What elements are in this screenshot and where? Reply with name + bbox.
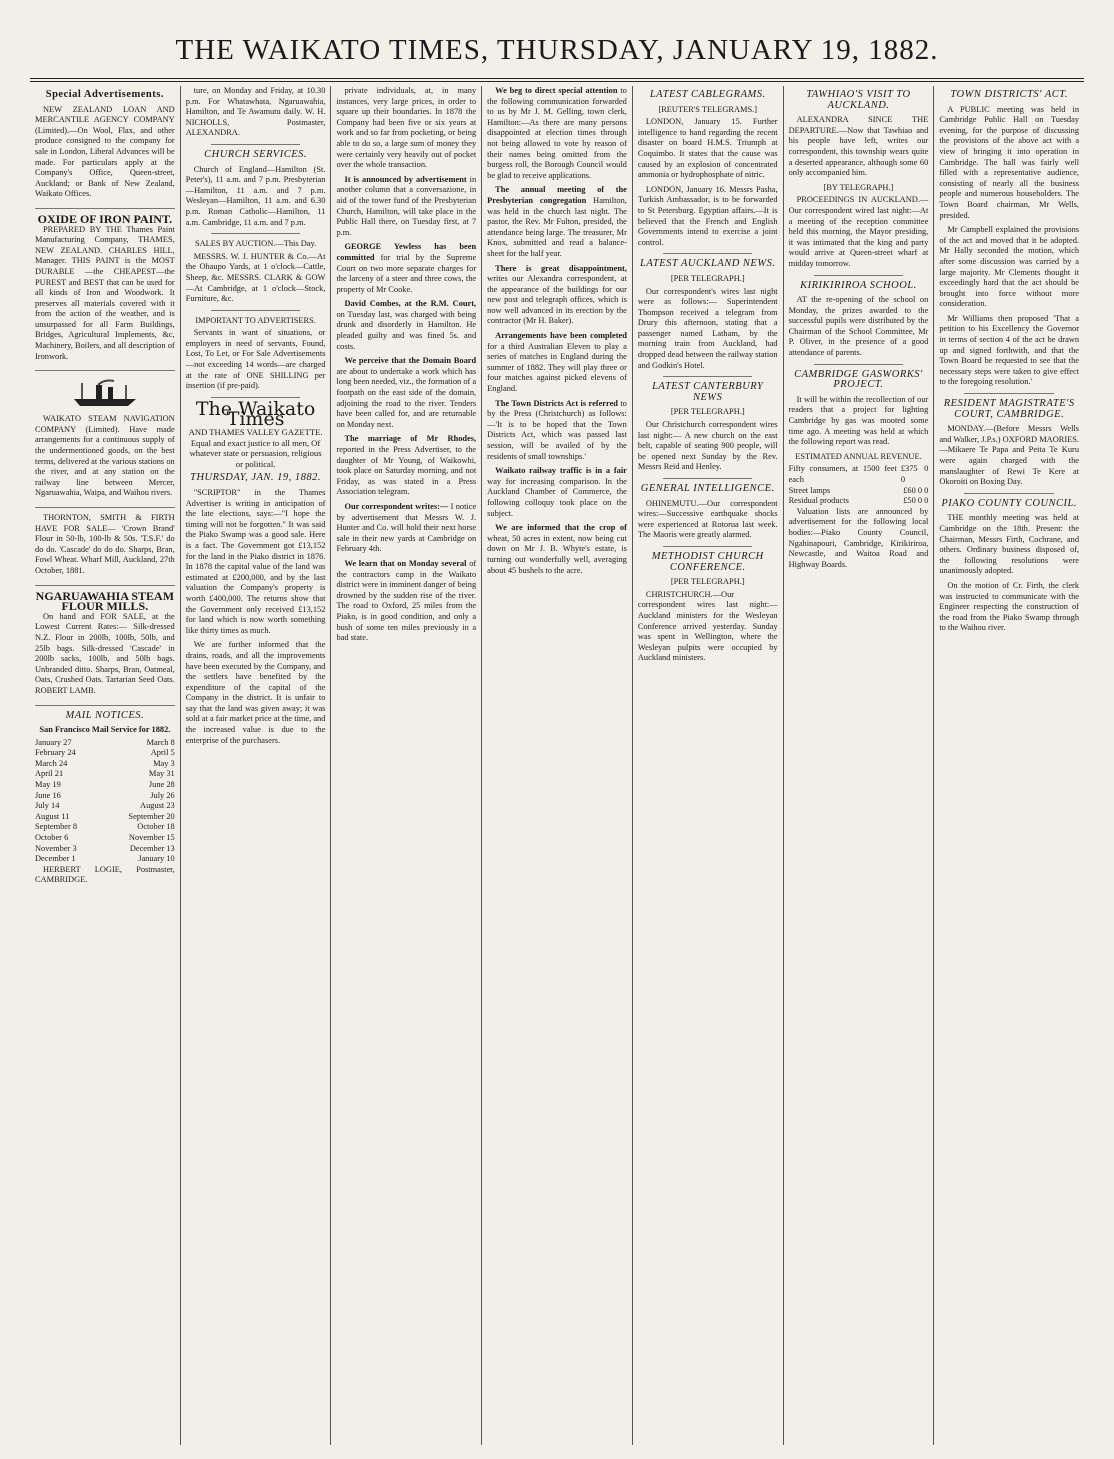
- gasworks-heading: CAMBRIDGE GASWORKS' PROJECT.: [794, 368, 923, 391]
- table-row: April 21 May 31: [35, 769, 175, 779]
- canterbury-news-heading: LATEST CANTERBURY NEWS: [652, 381, 764, 403]
- divider: [964, 393, 1053, 394]
- dateline: THURSDAY, JAN. 19, 1882.: [190, 472, 322, 484]
- general-intelligence-heading: GENERAL INTELLIGENCE.: [640, 483, 775, 494]
- revenue-table: [789, 464, 929, 506]
- divider: [211, 233, 300, 234]
- article-paragraph: THE monthly meeting was held at Cambridge on the 18th. Present: the Chairman, Messrs Firth, Cochrane, and others. Ordinary business disposed of, the following resolutions were unanimously adopted.: [939, 513, 1080, 576]
- church-services-text: Church of England—Hamilton (St. Peter's), 11 a.m. and 7 p.m. Presbyterian—Hamilton, 11 a.m. and 7 p.m. Wesleyan—Hamilton, 11 a.m. and 6.30 p.m. Roman Catholic—Hamilton, 11 a.m. Cambridge, 11 a.m. and 7 p.m.: [185, 164, 326, 227]
- article-paragraph: AT the re-opening of the school on Monday, the prizes awarded to the successful pupils were distributed by the Chairman of the School Committee, Mr P. Oliver, in the presence of a good attendance of parents.: [788, 295, 929, 358]
- divider: [663, 253, 752, 254]
- school-heading: KIRIKIRIROA SCHOOL.: [800, 279, 917, 291]
- news-item: GEORGE Yewless has been committed for trial by the Supreme Court on two more separate charges for the larceny of a steer and three cows, the property of Mr Cooke.: [336, 242, 477, 294]
- table-row: November 3 December 13: [35, 843, 175, 853]
- ad-text: THORNTON, SMITH & FIRTH HAVE FOR SALE— 'Crown Brand' Flour in 50-lb, 100-lb & 50s. 'T.S.F.' do do do. 'Cascade' do do do. Sharps, Bran, Fowl Wheat. Wharf Mill, Auckland, 27th October, 1881.: [35, 513, 175, 575]
- divider: [964, 493, 1053, 494]
- article-paragraph: Valuation lists are announced by advertisement for the following local bodies:—Piako County Council, Ngahinapouri, Cambridge, Kirikiriroa, Newcastle, and Waitoa Road and Highway Boards.: [788, 506, 929, 569]
- steamship-icon: [35, 376, 175, 410]
- table-row: August 11 September 20: [35, 811, 175, 821]
- steam-navigation-ad: [35, 376, 175, 508]
- divider: [211, 310, 300, 311]
- flour-mills-ad: [35, 588, 175, 706]
- news-item: Our correspondent writes:— I notice by advertisement that Messrs W. J. Hunter and Co. will hold their next horse sale in their new yards at Cambridge on February 4th.: [336, 501, 477, 554]
- divider: [663, 376, 752, 377]
- article-paragraph: MONDAY.—(Before Messrs Wells and Walker, J.P.s.) OXFORD MAORIES.—Mikaere Te Papa and Peita Te Kuru were again charged with the manslaughter of Rewi Te Kere at Okoroiti on Boxing Day.: [939, 424, 1080, 487]
- news-item: Arrangements have been completed for a third Australian Eleven to play a series of matches in England during the summer of 1882. They will play three or four matches against picked elevens of England.: [487, 331, 627, 394]
- column-2: [181, 86, 332, 1445]
- sales-text: MESSRS. W. J. HUNTER & Co.—At the Ohaupo Yards, at 1 o'clock—Cattle, Sheep, &c. MESSRS. CLARK & GOW—At Cambridge, at 1 o'clock—Stock, Furniture, &c.: [185, 251, 326, 304]
- news-item: The marriage of Mr Rhodes, reported in the Press Advertiser, to the daughter of Mr Young, of Waikowhi, took place on Saturday morning, and not Friday, as was stated in a Press Association telegram.: [336, 434, 477, 497]
- article-paragraph: LONDON, January 16. Messrs Pasha, Turkish Ambassador, is to be forwarded to St Petersburg. Egyptian affairs.—It is believed that the French and English Governments intend to exercise a joint control.: [637, 184, 778, 247]
- column-6: [784, 86, 935, 1445]
- special-ads-heading: Special Advertisements.: [45, 89, 164, 100]
- news-item: It is announced by advertisement in another column that a conversazione, in aid of the tower fund of the Presbyterian Church, Hamilton, will take place in the Public Hall there, on Tuesday first, at 7 p.m.: [336, 174, 477, 237]
- ad-text: NEW ZEALAND LOAN AND MERCANTILE AGENCY COMPANY (Limited).—On Wool, Flax, and other produce consigned to the company for sale in London, Liberal Advances will be made. For particulars apply at the Company's Office, Queen-street, Auckland; or Bank of New Zealand, Waikato Offices.: [35, 104, 175, 199]
- methodist-source: [PER TELEGRAPH.]: [670, 577, 745, 587]
- column-1: [30, 86, 181, 1445]
- news-item: There is great disappointment, writes our Alexandra correspondent, at the appearance of the buildings for our new post and telegraph offices, which is now well advanced in its erection by the contractor (Mr H. Baker).: [487, 263, 627, 326]
- article-paragraph: Mr Campbell explained the provisions of the act and moved that it be adopted. Mr Hally seconded the motion, which after some discussion was carried by a large majority. Mr Clements thought it exceedingly hard that the act should be brought into force without more consideration.: [939, 225, 1080, 309]
- ad-text: PREPARED BY THE Thames Paint Manufacturing Company, THAMES, NEW ZEALAND. CHARLES HILL, Manager. THIS PAINT is the MOST DURABLE —the CHEAPEST—the PUREST and BEST that can be used for all kinds of Iron and Woodwork. It preserves all materials covered with it from the action of the weather, and is unsurpassed for all Farm Buildings, Bridges, Agricultural Implements, &c, Machinery, Boilers, and all description of Ironwork.: [35, 224, 175, 361]
- masthead: THE WAIKATO TIMES, THURSDAY, JANUARY 19, 1882.: [175, 34, 939, 66]
- mail-notice-continued: ture, on Monday and Friday, at 10.30 p.m. For Whatawhata, Ngaruawahia, Hamilton, and Te Awamutu daily. W. H. NICHOLLS, Postmaster, ALEXANDRA.: [185, 86, 326, 138]
- ad-text: On hand and FOR SALE, at the Lowest Current Rates:— Silk-dressed N.Z. Flour in 200lb, 100lb, 50lb, and 25lb bags. Silk-dressed 'Cascade' in 200lb sacks, 100lb, and 50lb bags. Unbranded ditto. Sharps, Bran, Oatmeal, Oats, Crushed Oats. Tartarian Seed Oats. ROBERT LAMB.: [35, 611, 175, 695]
- table-row: Residual products £50 0 0: [788, 496, 929, 506]
- mail-service-title: San Francisco Mail Service for 1882.: [39, 725, 171, 735]
- table-row: January 27 March 8: [35, 737, 175, 747]
- article-paragraph: A PUBLIC meeting was held in Cambridge Public Hall on Tuesday evening, for the purpose of discussing the provisions of the above act with a view of bringing it into operation in Cambridge. The hall was fairly well filled with a representative audience, consisting of nearly all the business people and numerous householders. The Town Board chairman, Mr Wells, presided.: [939, 104, 1080, 220]
- column-7: [934, 86, 1084, 1445]
- editorial-paragraph: We are further informed that the drains, roads, and all the improvements have been executed by the Company, and the settlers have benefited by the expenditure of the capital of the Company in the district. It is unfair to say that the land was given away; it was sold at a fair market price at the time, and the increased value is due to the enterprise of the purchasers.: [185, 640, 326, 745]
- telegraph-source: [BY TELEGRAPH.]: [823, 182, 894, 192]
- important-text: Servants in want of situations, or employers in need of servants, Found, Lost, To Let, or For Sale Advertisements—not exceeding 14 words—are charged at the rate of ONE SHILLING per insertion (if pre-paid).: [185, 328, 326, 391]
- article-paragraph: ALEXANDRA SINCE THE DEPARTURE.—Now that Tawhiao and his people have left, writes our correspondent, this township wears quite a deserted appearance, although some 60 only accompanied him.: [788, 115, 929, 178]
- divider: [663, 546, 752, 547]
- news-item: The annual meeting of the Presbyterian congregation Hamilton, was held in the church last night. The pastor, the Rev. Mr Fulton, presided, the attendance being large. The treasurer, Mr Knox, submitted and read a balance-sheet for the half year.: [487, 185, 627, 258]
- table-row: May 19 June 28: [35, 780, 175, 790]
- ad-title: OXIDE OF IRON PAINT.: [37, 211, 173, 226]
- article-paragraph: LONDON, January 15. Further intelligence to hand regarding the recent disaster on board H.M.S. Triumph at Coquimbo. It states that the cause was caused by an explosion of concentrated ammonia or hydrophosphate of nitric.: [637, 117, 778, 180]
- canterbury-news-source: [PER TELEGRAPH.]: [670, 407, 745, 417]
- auckland-news-heading: LATEST AUCKLAND NEWS.: [640, 258, 776, 270]
- divider: [814, 364, 903, 365]
- flour-sale-ad: [35, 513, 175, 586]
- mail-notices-heading: MAIL NOTICES.: [65, 709, 145, 721]
- table-row: Fifty consumers, at 1500 feet each £375 0 0: [788, 464, 929, 484]
- news-item: We are informed that the crop of wheat, 50 acres in extent, now being cut down on Mr J. B. Whyte's estate, is turning out wonderfully well, averaging about 45 bushels to the acre.: [487, 523, 627, 575]
- divider: [211, 144, 300, 145]
- loan-agency-ad: [35, 105, 175, 209]
- article-paragraph: Our Christchurch correspondent wires last night:— A new church on the east belt, capable of seating 900 people, will be opened next Sunday by the Rev. Messrs Reid and Henley.: [637, 420, 778, 472]
- news-item: We learn that on Monday several of the contractors camp in the Waikato district were in imminent danger of being drowned by the sudden rise of the river. The road to Oxford, 25 miles from the Piako, is in good condition, and only a bush of some ten miles previously in a bad state.: [336, 558, 477, 643]
- article-paragraph: OHINEMUTU.—Our correspondent wires:—Successive earthquake shocks were experienced at Rotorua last week. The Maoris were greatly alarmed.: [637, 498, 778, 540]
- table-row: Street lamps £60 0 0: [788, 485, 929, 495]
- postmaster-signature: HERBERT LOGIE, Postmaster, CAMBRIDGE.: [35, 864, 175, 885]
- article-paragraph: Mr Williams then proposed 'That a petition to his Excellency the Governor in terms of section 4 of the act be drawn up and signed forthwith, and that the Town Board be requested to see that the necessary steps were taken to give effect to the foregoing resolution.': [939, 313, 1080, 387]
- sales-heading: SALES BY AUCTION.—This Day.: [194, 239, 317, 249]
- column-4: [482, 86, 633, 1445]
- news-item: The Town Districts Act is referred to by the Press (Christchurch) as follows:—'It is to be hoped that the Town Districts Act, which was passed last session, will be availed of by the residents of small townships.': [487, 398, 627, 461]
- divider: [814, 275, 903, 276]
- revenue-table-title: ESTIMATED ANNUAL REVENUE.: [795, 451, 922, 461]
- table-row: February 24 April 5: [35, 748, 175, 758]
- town-districts-heading: TOWN DISTRICTS' ACT.: [950, 89, 1068, 100]
- news-item: We beg to direct special attention to the following communication forwarded to us by Mr J. M. Gelling, town clerk, Hamilton:—As there are many persons disappointed at election times through not being allowed to vote by reason of their names being omitted from the burgess roll, the Borough Council would be glad to receive applications.: [487, 86, 627, 180]
- news-item: David Combes, at the R.M. Court, on Tuesday last, was charged with being drunk and disorderly in Hamilton. He pleaded guilty and was fined 5s. and costs.: [336, 299, 477, 351]
- article-paragraph: private individuals, at, in many instances, very large prices, in order to square up their boundaries. In 1878 the Company had been five or six years at work and so far from pocketing, or being able to do so, a large sum of money they were certainly very heavily out of pocket over the whole transaction.: [336, 86, 477, 170]
- article-paragraph: On the motion of Cr. Firth, the clerk was instructed to communicate with the Engineer respecting the construction of the road from the Piako Swamp through to the Waihou river.: [939, 580, 1080, 633]
- table-row: September 8 October 18: [35, 822, 175, 832]
- piako-council-heading: PIAKO COUNTY COUNCIL.: [941, 497, 1077, 509]
- table-row: June 16 July 26: [35, 790, 175, 800]
- article-paragraph: PROCEEDINGS IN AUCKLAND.—Our correspondent wired last night:—At a meeting of the reception committee held this morning, the Mayor presiding, it was intimated that the king and party would arrive at Queen-street wharf at midday tomorrow.: [788, 195, 929, 268]
- church-services-heading: CHURCH SERVICES.: [204, 148, 308, 160]
- article-paragraph: Our correspondent's wires last night were as follows:— Superintendent Thompson received a telegram from Drury this afternoon, stating that a passenger named Latham, by the morning train from Auckland, had dropped dead between the railway station and Godkin's Hotel.: [637, 286, 778, 370]
- masthead-rule: [30, 78, 1084, 79]
- paint-ad: [35, 211, 175, 371]
- methodist-heading: METHODIST CHURCH CONFERENCE.: [651, 550, 764, 573]
- masthead-rule-2: [30, 81, 1084, 82]
- paper-logo-subtitle: AND THAMES VALLEY GAZETTE.: [188, 427, 323, 438]
- editorial-paragraph: "SCRIPTOR" in the Thames Advertiser is writing in anticipation of the late elections, says:—"I hope the timing will not be forgotten." It was said the Piako Swamp was a good sale. Here is a fact. The Government got £13,152 for the land in the Piako district in 1876. In 1878 the capital value of the land was estimated at £200,000, and by the last valuation the Company's property is worth £400,000. The returns show that the Government only received £13,152 for land which is now worth something like thirty times as much.: [185, 488, 326, 635]
- tawhiao-heading: TAWHIAO'S VISIT TO AUCKLAND.: [806, 89, 911, 111]
- news-item: We perceive that the Domain Board are about to undertake a work which has long been needed, viz., the formation of a footpath on the east side of the domain, adjoining the road to the river. Tenders have been called for, and are returnable on Monday next.: [336, 356, 477, 429]
- columns: [30, 86, 1084, 1445]
- column-5: [633, 86, 784, 1445]
- news-item: Waikato railway traffic is in a fair way for increasing comparison. In the Auckland Chamber of Commerce, the following colloquy took place on the subject.: [487, 466, 627, 518]
- magistrates-court-heading: RESIDENT MAGISTRATE'S COURT, CAMBRIDGE.: [943, 398, 1075, 420]
- cablegrams-heading: LATEST CABLEGRAMS.: [649, 89, 766, 100]
- table-row: July 14 August 23: [35, 801, 175, 811]
- article-paragraph: CHRISTCHURCH.—Our correspondent wires last night:—Auckland ministers for the Wesleyan Conference arrived yesterday. Sunday was spent in Wellington, where the Wesleyan pulpits were occupied by Auckland ministers.: [637, 589, 778, 663]
- ad-title: NGARUAWAHIA STEAM FLOUR MILLS.: [35, 588, 175, 614]
- table-row: December 1 January 10: [35, 854, 175, 864]
- column-3: [331, 86, 482, 1445]
- table-row: October 6 November 15: [35, 833, 175, 843]
- table-row: March 24 May 3: [35, 758, 175, 768]
- important-heading: IMPORTANT TO ADVERTISERS.: [195, 315, 316, 325]
- auckland-news-source: [PER TELEGRAPH.]: [670, 273, 745, 283]
- cablegrams-source: [REUTER'S TELEGRAMS.]: [658, 104, 758, 114]
- divider: [663, 478, 752, 479]
- paper-logo: The Waikato Times: [195, 397, 316, 431]
- paper-motto: Equal and exact justice to all men, Of whatever state or persuasion, religious or political.: [189, 437, 322, 469]
- article-paragraph: It will be within the recollection of our readers that a project for lighting Cambridge by gas was mooted some time ago. A meeting was held at which the following report was read.: [788, 394, 929, 447]
- mail-timetable: [35, 738, 175, 865]
- ad-text: WAIKATO STEAM NAVIGATION COMPANY (Limited). Have made arrangements for a continuous supply of the undermentioned goods, on the best terms, delivered at the various stations on the river, and at any station on the railway line between Mercer, Ngaruawahia, Waipa, and Waihou rivers.: [35, 414, 175, 498]
